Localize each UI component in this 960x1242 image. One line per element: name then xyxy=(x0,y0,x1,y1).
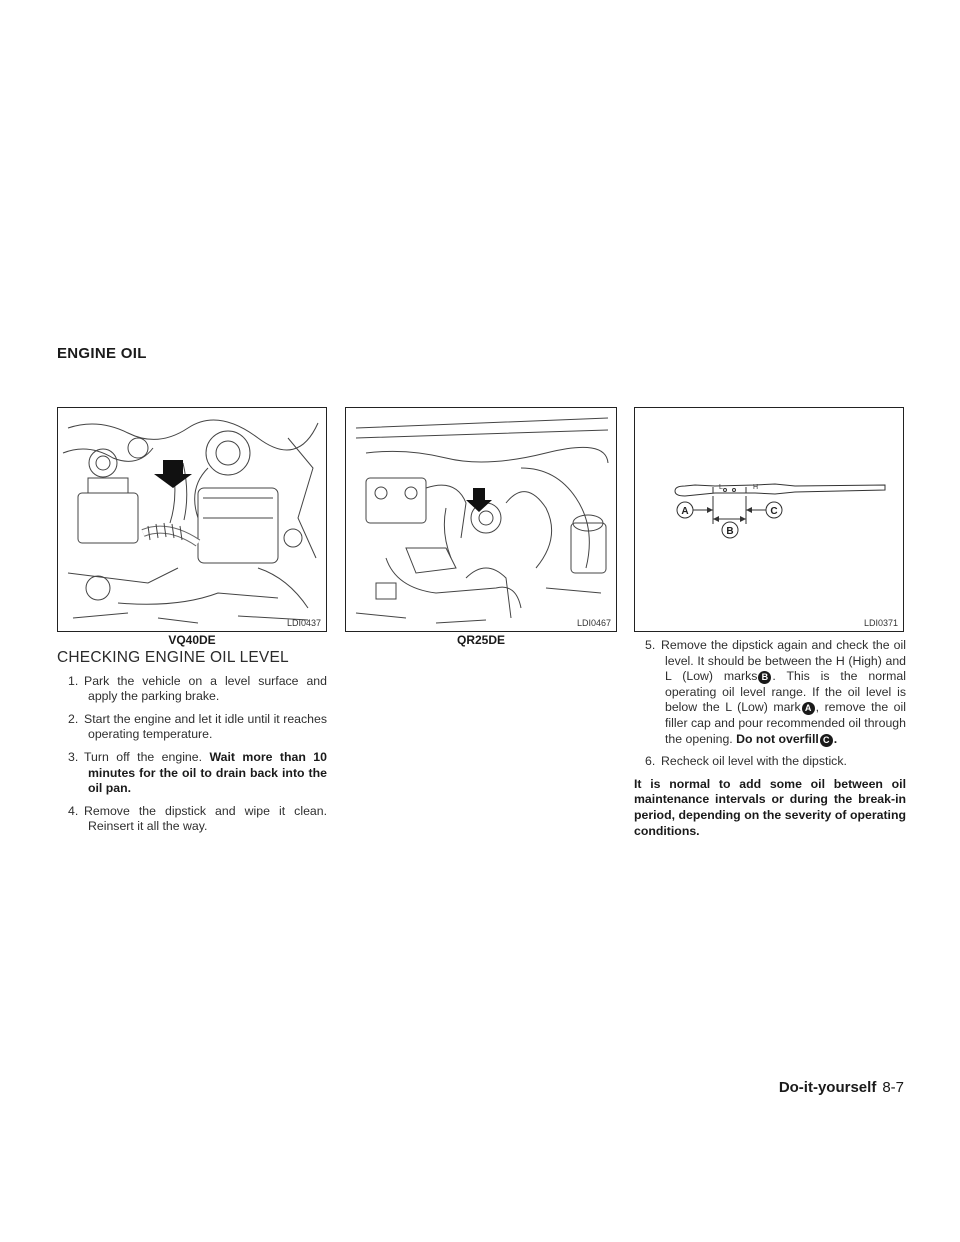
page-footer xyxy=(779,1079,904,1096)
step-2: 2. Start the engine and let it idle until it reaches operating temperature. xyxy=(68,711,327,742)
svg-text:H: H xyxy=(753,484,759,491)
callout-a xyxy=(677,502,693,518)
svg-text:A: A xyxy=(681,506,689,517)
figure-code: LDI0437 xyxy=(286,618,321,628)
engine-illustration-vq40de xyxy=(58,408,327,632)
dipstick-diagram xyxy=(635,408,904,632)
figure-code: LDI0371 xyxy=(863,618,898,628)
note-text: It is normal to add some oil between oil maintenance intervals or during the break-in period, depending on the severity of operating conditions. xyxy=(634,776,906,838)
figure-qr25de xyxy=(345,407,617,632)
svg-text:C: C xyxy=(770,506,778,517)
step-6: 6. Recheck oil level with the dipstick. xyxy=(645,754,847,769)
engine-illustration-qr25de xyxy=(346,408,617,632)
section-title: ENGINE OIL xyxy=(57,345,147,362)
figure-caption: VQ40DE xyxy=(168,633,216,647)
dipstick-arrow xyxy=(466,488,492,512)
figure-vq40de xyxy=(57,407,327,632)
step-4: 4. Remove the dipstick and wipe it clean. Reinsert it all the way. xyxy=(68,803,327,834)
callout-c-icon: C xyxy=(820,734,833,747)
step-5: 5. Remove the dipstick again and check the oil level. It should be between the H (High) and L (Low) marks B . This is the normal operating oil level range. If the oil level is below the L (Low) mark A , remove the oil filler cap and pour recommended oil through the opening. Do not overfill C . xyxy=(645,638,906,746)
step-3: 3. Turn off the engine. Wait more than 10 minutes for the oil to drain back into the oil pan. xyxy=(68,749,327,796)
footer-section: Do-it-yourself xyxy=(778,1079,877,1096)
callout-c xyxy=(766,502,782,518)
callout-b-icon: B xyxy=(758,671,771,684)
svg-text:B: B xyxy=(726,526,734,537)
svg-text:L: L xyxy=(719,484,723,491)
step-1: 1. Park the vehicle on a level surface and apply the parking brake. xyxy=(68,673,327,704)
subheading: CHECKING ENGINE OIL LEVEL xyxy=(57,649,289,666)
figure-code: LDI0467 xyxy=(576,618,611,628)
column-left xyxy=(57,650,327,842)
dipstick-outline xyxy=(675,484,885,496)
figure-caption: QR25DE xyxy=(456,633,506,647)
callout-a-icon: A xyxy=(802,702,815,715)
column-right xyxy=(634,638,906,839)
callout-b xyxy=(722,522,738,538)
figure-dipstick xyxy=(634,407,904,632)
page-number: 8-7 xyxy=(882,1079,904,1096)
